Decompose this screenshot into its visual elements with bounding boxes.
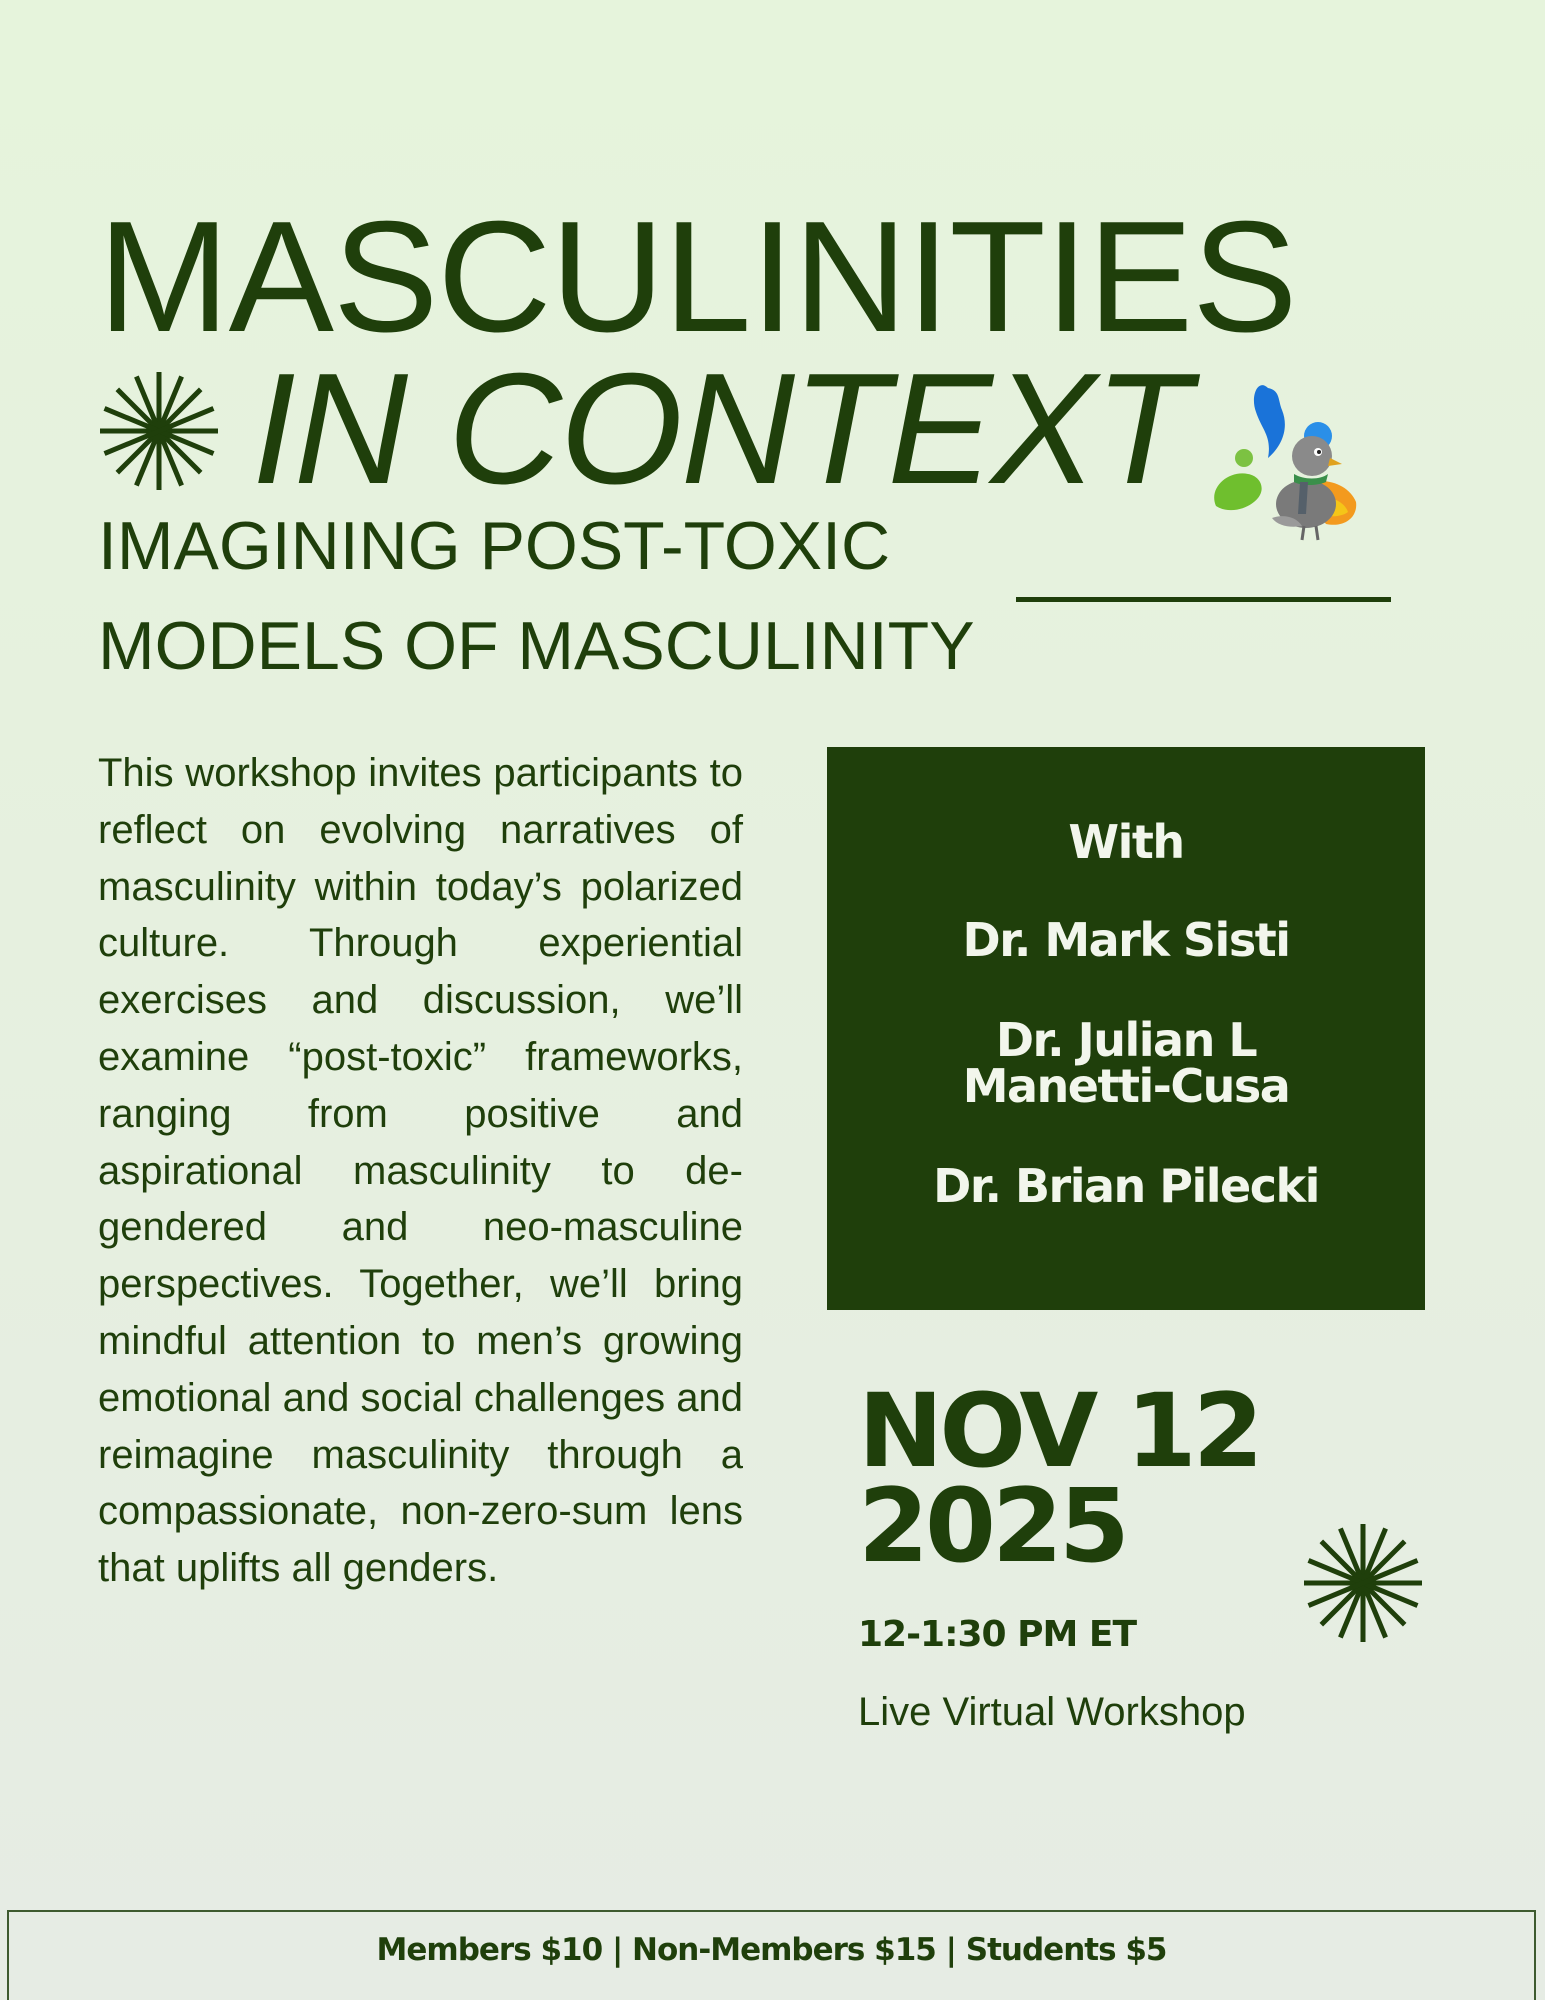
presenter-name: Dr. Julian L	[995, 1013, 1257, 1067]
subtitle-line-1: IMAGINING POST-TOXIC	[98, 508, 891, 584]
event-format: Live Virtual Workshop	[858, 1690, 1246, 1734]
presenter-name: Dr. Brian Pilecki	[933, 1159, 1319, 1213]
event-time: 12-1:30 PM ET	[858, 1614, 1137, 1655]
workshop-description: This workshop invites participants to reflect on evolving narratives of masculinity within today’s polarized culture. Through experiential exercises and discussion, we’ll examine “post-toxic” frameworks, ranging from positive and aspirational masculinity to de-gendered and neo-masculine perspectives. Together, we’ll bring mindful attention to men’s growing emotional and social challenges and reimagine masculinity through a compassionate, non-zero-sum lens that uplifts all genders.	[98, 751, 743, 1591]
starburst-icon	[98, 370, 220, 492]
presenter-name-continued: Manetti-Cusa	[962, 1059, 1290, 1113]
pricing-text: Members $10 | Non-Members $15 | Students $5	[376, 1932, 1167, 1968]
starburst-icon	[1302, 1522, 1424, 1644]
event-date-month-day: NOV 12	[858, 1372, 1260, 1491]
presenters-panel	[827, 747, 1425, 1310]
bird-logo	[1208, 378, 1363, 543]
divider	[1016, 597, 1391, 602]
presenters-intro: With	[1068, 815, 1184, 869]
title-line-2: IN CONTEXT	[252, 341, 1189, 517]
event-date	[858, 1372, 1260, 1586]
presenter-name: Dr. Mark Sisti	[962, 913, 1290, 967]
event-date-year: 2025	[858, 1466, 1126, 1586]
subtitle-line-2: MODELS OF MASCULINITY	[98, 608, 975, 684]
pricing-footer	[7, 1910, 1536, 2000]
title-line-1: MASCULINITIES	[98, 189, 1297, 365]
